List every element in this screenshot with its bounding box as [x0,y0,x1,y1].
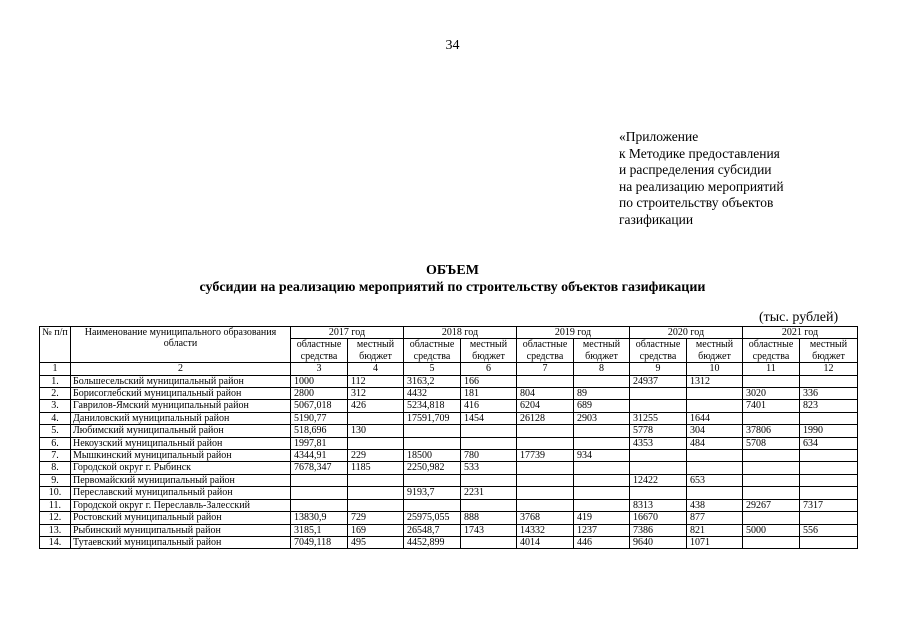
row-number: 1. [40,375,71,387]
col-header-local: местный бюджет [687,339,743,363]
table-row [40,474,858,486]
col-header-local: местный бюджет [800,339,858,363]
regional-funds-cell: 2250,982 [404,462,461,474]
regional-funds-cell: 29267 [743,499,800,511]
row-number: 5. [40,425,71,437]
municipality-name: Борисоглебский муниципальный район [71,388,291,400]
local-budget-cell [800,462,858,474]
local-budget-cell [574,375,630,387]
regional-funds-cell [743,375,800,387]
local-budget-cell [574,487,630,499]
index-cell: 7 [517,363,574,375]
regional-funds-cell: 2800 [291,388,348,400]
regional-funds-cell [291,499,348,511]
local-budget-cell: 1454 [461,412,517,424]
index-cell: 2 [71,363,291,375]
table-row [40,499,858,511]
local-budget-cell [687,400,743,412]
local-budget-cell: 419 [574,512,630,524]
local-budget-cell: 229 [348,450,404,462]
index-cell: 11 [743,363,800,375]
local-budget-cell: 1237 [574,524,630,536]
table-row [40,462,858,474]
units-label: (тыс. рублей) [759,310,839,325]
local-budget-cell: 634 [800,437,858,449]
regional-funds-cell: 12422 [630,474,687,486]
col-header-year: 2021 год [743,327,858,339]
local-budget-cell [800,536,858,548]
local-budget-cell [348,412,404,424]
regional-funds-cell [517,425,574,437]
local-budget-cell [574,474,630,486]
local-budget-cell: 533 [461,462,517,474]
local-budget-cell [574,425,630,437]
title-main: ОБЪЕМ [426,263,479,278]
col-header-name: Наименование муниципального образования области [71,327,291,363]
regional-funds-cell: 5234,818 [404,400,461,412]
municipality-name: Переславский муниципальный район [71,487,291,499]
local-budget-cell [687,388,743,400]
regional-funds-cell: 4452,899 [404,536,461,548]
table-row [40,524,858,536]
col-header-no: № п/п [40,327,71,363]
local-budget-cell [800,474,858,486]
local-budget-cell: 729 [348,512,404,524]
regional-funds-cell: 1997,81 [291,437,348,449]
regional-funds-cell [404,474,461,486]
regional-funds-cell [291,474,348,486]
regional-funds-cell: 4432 [404,388,461,400]
col-header-year: 2019 год [517,327,630,339]
regional-funds-cell [517,375,574,387]
local-budget-cell: 877 [687,512,743,524]
row-number: 11. [40,499,71,511]
col-header-local: местный бюджет [348,339,404,363]
appendix-line: к Методике предоставления [619,145,780,161]
index-cell: 10 [687,363,743,375]
regional-funds-cell: 5708 [743,437,800,449]
local-budget-cell: 438 [687,499,743,511]
document-title [0,262,905,296]
local-budget-cell [574,499,630,511]
regional-funds-cell: 518,696 [291,425,348,437]
local-budget-cell: 1185 [348,462,404,474]
local-budget-cell [461,474,517,486]
regional-funds-cell: 7049,118 [291,536,348,548]
regional-funds-cell: 13830,9 [291,512,348,524]
index-cell: 4 [348,363,404,375]
municipality-name: Любимский муниципальный район [71,425,291,437]
local-budget-cell: 426 [348,400,404,412]
index-cell: 8 [574,363,630,375]
index-cell: 6 [461,363,517,375]
col-header-regional: областные средства [743,339,800,363]
row-number: 13. [40,524,71,536]
col-header-local: местный бюджет [461,339,517,363]
row-number: 6. [40,437,71,449]
local-budget-cell: 1071 [687,536,743,548]
local-budget-cell: 7317 [800,499,858,511]
regional-funds-cell [743,450,800,462]
regional-funds-cell: 26128 [517,412,574,424]
regional-funds-cell [517,487,574,499]
regional-funds-cell [517,437,574,449]
local-budget-cell: 823 [800,400,858,412]
index-cell: 9 [630,363,687,375]
regional-funds-cell: 804 [517,388,574,400]
regional-funds-cell [743,487,800,499]
regional-funds-cell: 31255 [630,412,687,424]
local-budget-cell: 89 [574,388,630,400]
appendix-line: на реализацию мероприятий [619,178,784,194]
regional-funds-cell: 37806 [743,425,800,437]
local-budget-cell: 653 [687,474,743,486]
municipality-name: Даниловский муниципальный район [71,412,291,424]
regional-funds-cell: 3163,2 [404,375,461,387]
regional-funds-cell: 3768 [517,512,574,524]
local-budget-cell [461,437,517,449]
col-header-regional: областные средства [404,339,461,363]
local-budget-cell [800,512,858,524]
regional-funds-cell [630,388,687,400]
regional-funds-cell: 5190,77 [291,412,348,424]
row-number: 12. [40,512,71,524]
index-cell: 3 [291,363,348,375]
local-budget-cell: 2903 [574,412,630,424]
row-number: 10. [40,487,71,499]
regional-funds-cell [743,412,800,424]
local-budget-cell: 888 [461,512,517,524]
local-budget-cell [348,474,404,486]
municipality-name: Ростовский муниципальный район [71,512,291,524]
appendix-line: газификации [619,211,694,227]
regional-funds-cell: 18500 [404,450,461,462]
regional-funds-cell: 14332 [517,524,574,536]
regional-funds-cell: 17591,709 [404,412,461,424]
col-header-regional: областные средства [291,339,348,363]
municipality-name: Тутаевский муниципальный район [71,536,291,548]
local-budget-cell [800,450,858,462]
regional-funds-cell [630,450,687,462]
local-budget-cell [461,536,517,548]
appendix-line: по строительству объектов [619,195,774,211]
table-body [40,375,858,549]
appendix-line: «Приложение [619,129,699,144]
regional-funds-cell [404,437,461,449]
regional-funds-cell: 7401 [743,400,800,412]
regional-funds-cell [404,499,461,511]
local-budget-cell: 1990 [800,425,858,437]
subsidy-table [39,326,858,549]
row-number: 7. [40,450,71,462]
table-row [40,425,858,437]
local-budget-cell: 2231 [461,487,517,499]
regional-funds-cell: 3020 [743,388,800,400]
row-number: 9. [40,474,71,486]
regional-funds-cell [743,536,800,548]
regional-funds-cell [517,474,574,486]
municipality-name: Некоузский муниципальный район [71,437,291,449]
local-budget-cell: 166 [461,375,517,387]
local-budget-cell [800,375,858,387]
local-budget-cell [348,437,404,449]
regional-funds-cell: 17739 [517,450,574,462]
col-header-local: местный бюджет [574,339,630,363]
local-budget-cell: 556 [800,524,858,536]
municipality-name: Городской округ г. Переславль-Залесский [71,499,291,511]
local-budget-cell [574,462,630,474]
local-budget-cell: 446 [574,536,630,548]
index-cell: 1 [40,363,71,375]
local-budget-cell [800,487,858,499]
table-row [40,412,858,424]
local-budget-cell: 130 [348,425,404,437]
local-budget-cell: 304 [687,425,743,437]
col-header-year: 2018 год [404,327,517,339]
local-budget-cell [461,425,517,437]
index-row [40,363,858,375]
index-cell: 5 [404,363,461,375]
regional-funds-cell: 9193,7 [404,487,461,499]
regional-funds-cell: 3185,1 [291,524,348,536]
local-budget-cell [687,462,743,474]
regional-funds-cell [743,474,800,486]
local-budget-cell: 181 [461,388,517,400]
municipality-name: Городской округ г. Рыбинск [71,462,291,474]
regional-funds-cell: 4353 [630,437,687,449]
local-budget-cell: 495 [348,536,404,548]
local-budget-cell [687,450,743,462]
local-budget-cell: 336 [800,388,858,400]
regional-funds-cell [630,487,687,499]
regional-funds-cell [743,462,800,474]
appendix-note [619,129,784,229]
regional-funds-cell [517,462,574,474]
regional-funds-cell [517,499,574,511]
regional-funds-cell: 7678,347 [291,462,348,474]
local-budget-cell [800,412,858,424]
table-row [40,400,858,412]
col-header-year: 2017 год [291,327,404,339]
local-budget-cell: 821 [687,524,743,536]
regional-funds-cell: 16670 [630,512,687,524]
row-number: 4. [40,412,71,424]
regional-funds-cell: 1000 [291,375,348,387]
local-budget-cell: 780 [461,450,517,462]
municipality-name: Рыбинский муниципальный район [71,524,291,536]
table-row [40,450,858,462]
table-row [40,487,858,499]
regional-funds-cell: 7386 [630,524,687,536]
col-header-regional: областные средства [517,339,574,363]
regional-funds-cell: 26548,7 [404,524,461,536]
table-row [40,512,858,524]
regional-funds-cell: 6204 [517,400,574,412]
page-number: 34 [445,38,460,53]
regional-funds-cell [630,462,687,474]
regional-funds-cell: 4014 [517,536,574,548]
row-number: 8. [40,462,71,474]
municipality-name: Большесельский муниципальный район [71,375,291,387]
table-row [40,536,858,548]
regional-funds-cell: 5000 [743,524,800,536]
local-budget-cell [348,499,404,511]
regional-funds-cell: 24937 [630,375,687,387]
local-budget-cell [574,437,630,449]
index-cell: 12 [800,363,858,375]
row-number: 2. [40,388,71,400]
local-budget-cell [461,499,517,511]
local-budget-cell: 416 [461,400,517,412]
regional-funds-cell: 8313 [630,499,687,511]
local-budget-cell: 312 [348,388,404,400]
local-budget-cell: 1743 [461,524,517,536]
local-budget-cell: 934 [574,450,630,462]
local-budget-cell [687,487,743,499]
col-header-year: 2020 год [630,327,743,339]
local-budget-cell: 169 [348,524,404,536]
title-subtitle: субсидии на реализацию мероприятий по строительству объектов газификации [199,280,706,295]
municipality-name: Гаврилов-Ямский муниципальный район [71,400,291,412]
regional-funds-cell [291,487,348,499]
col-header-regional: областные средства [630,339,687,363]
regional-funds-cell: 25975,055 [404,512,461,524]
municipality-name: Первомайский муниципальный район [71,474,291,486]
appendix-line: и распределения субсидии [619,162,772,178]
table-row [40,437,858,449]
local-budget-cell: 1312 [687,375,743,387]
regional-funds-cell [743,512,800,524]
municipality-name: Мышкинский муниципальный район [71,450,291,462]
regional-funds-cell [630,400,687,412]
row-number: 14. [40,536,71,548]
table-row [40,375,858,387]
regional-funds-cell: 4344,91 [291,450,348,462]
header-row-years [40,327,858,339]
row-number: 3. [40,400,71,412]
local-budget-cell [348,487,404,499]
regional-funds-cell: 9640 [630,536,687,548]
regional-funds-cell [404,425,461,437]
regional-funds-cell: 5067,018 [291,400,348,412]
local-budget-cell: 484 [687,437,743,449]
regional-funds-cell: 5778 [630,425,687,437]
local-budget-cell: 689 [574,400,630,412]
local-budget-cell: 1644 [687,412,743,424]
table-row [40,388,858,400]
local-budget-cell: 112 [348,375,404,387]
